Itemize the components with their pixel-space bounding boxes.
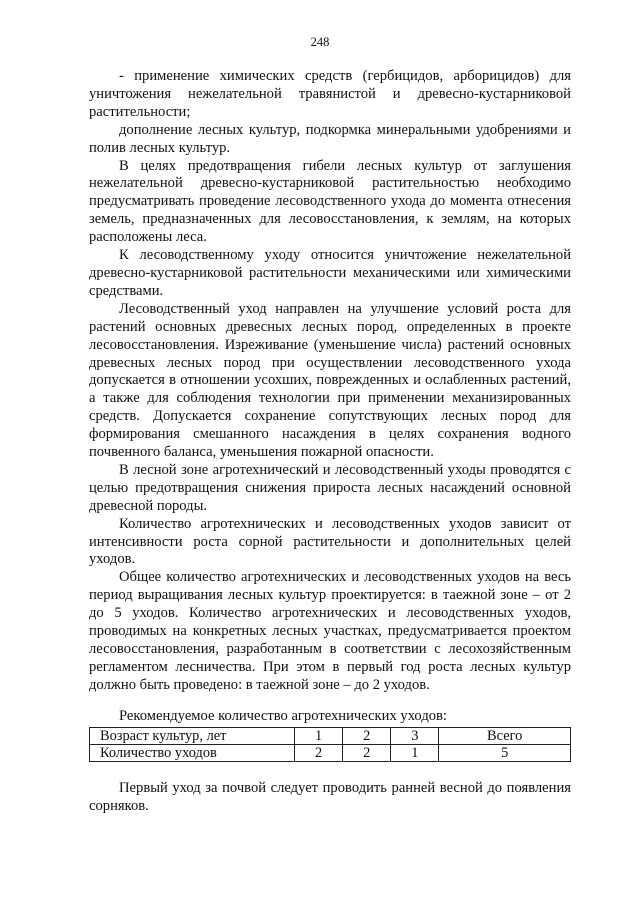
recommended-treatments-table [89,727,571,762]
paragraph: В лесной зоне агротехнический и лесоводственный уходы проводятся с целью предотвращения снижения прироста лесных насаждений основной древесной породы. [89,461,571,514]
table-row [90,728,571,745]
paragraph: В целях предотвращения гибели лесных культур от заглушения нежелательной древесно-кустарниковой растительностью необходимо предусматривать проведение лесоводственного ухода до момента отнесения земель, предназначенных для лесовосстановления, к землям, на которых расположены леса. [89,157,571,246]
paragraph: дополнение лесных культур, подкормка минеральными удобрениями и полив лесных культур. [89,121,571,156]
table-cell: 2 [343,745,391,762]
table-cell: 5 [439,745,571,762]
paragraph: - применение химических средств (гербицидов, арборицидов) для уничтожения нежелательной травянистой и древесно-кустарниковой растительности; [89,68,571,120]
table-cell: Количество уходов [90,745,295,762]
table-cell: 3 [391,728,439,745]
table-row [90,745,571,762]
paragraph: Лесоводственный уход направлен на улучшение условий роста для растений основных древесных лесных пород, определенных в проекте лесовосстановления. Изреживание (уменьшение числа) растений основных древесных лесных пород при осуществлении лесоводственного ухода допускается в отношении усохших, поврежденных и ослабленных растений, а также для соблюдения технологии при применении механизированных средств. Допускается сохранение сопутствующих лесных пород для формирования смешанного насаждения в целях сохранения водного почвенного баланса, уменьшения пожарной опасности. [89,300,571,461]
paragraph: К лесоводственному уходу относится уничтожение нежелательной древесно-кустарниковой растительности механическими или химическими средствами. [89,247,571,299]
body-text [89,68,571,695]
table-cell: 1 [391,745,439,762]
paragraph: Количество агротехнических и лесоводственных уходов зависит от интенсивности роста сорной растительности и дополнительных целей уходов. [89,515,571,568]
page-number: 248 [310,35,330,49]
table-cell: Возраст культур, лет [90,728,295,745]
table-cell: Всего [439,728,571,745]
paragraph: Общее количество агротехнических и лесоводственных уходов на весь период выращивания лесных культур проектируется: в таежной зоне – от 2 до 5 уходов. Количество агротехнических и лесоводственных уходов, проводимых на конкретных лесных участках, предусматривается проектом лесовосстановления, разработанным в соответствии с лесохозяйственным регламентом лесничества. При этом в первый год роста лесных культур должно быть проведено: в таежной зоне – до 2 уходов. [89,569,571,693]
table-cell: 2 [295,745,343,762]
final-text [89,780,571,816]
table-cell: 2 [343,728,391,745]
paragraph: Первый уход за почвой следует проводить ранней весной до появления сорняков. [89,780,571,814]
table-cell: 1 [295,728,343,745]
table-caption: Рекомендуемое количество агротехнических уходов: [119,708,447,724]
